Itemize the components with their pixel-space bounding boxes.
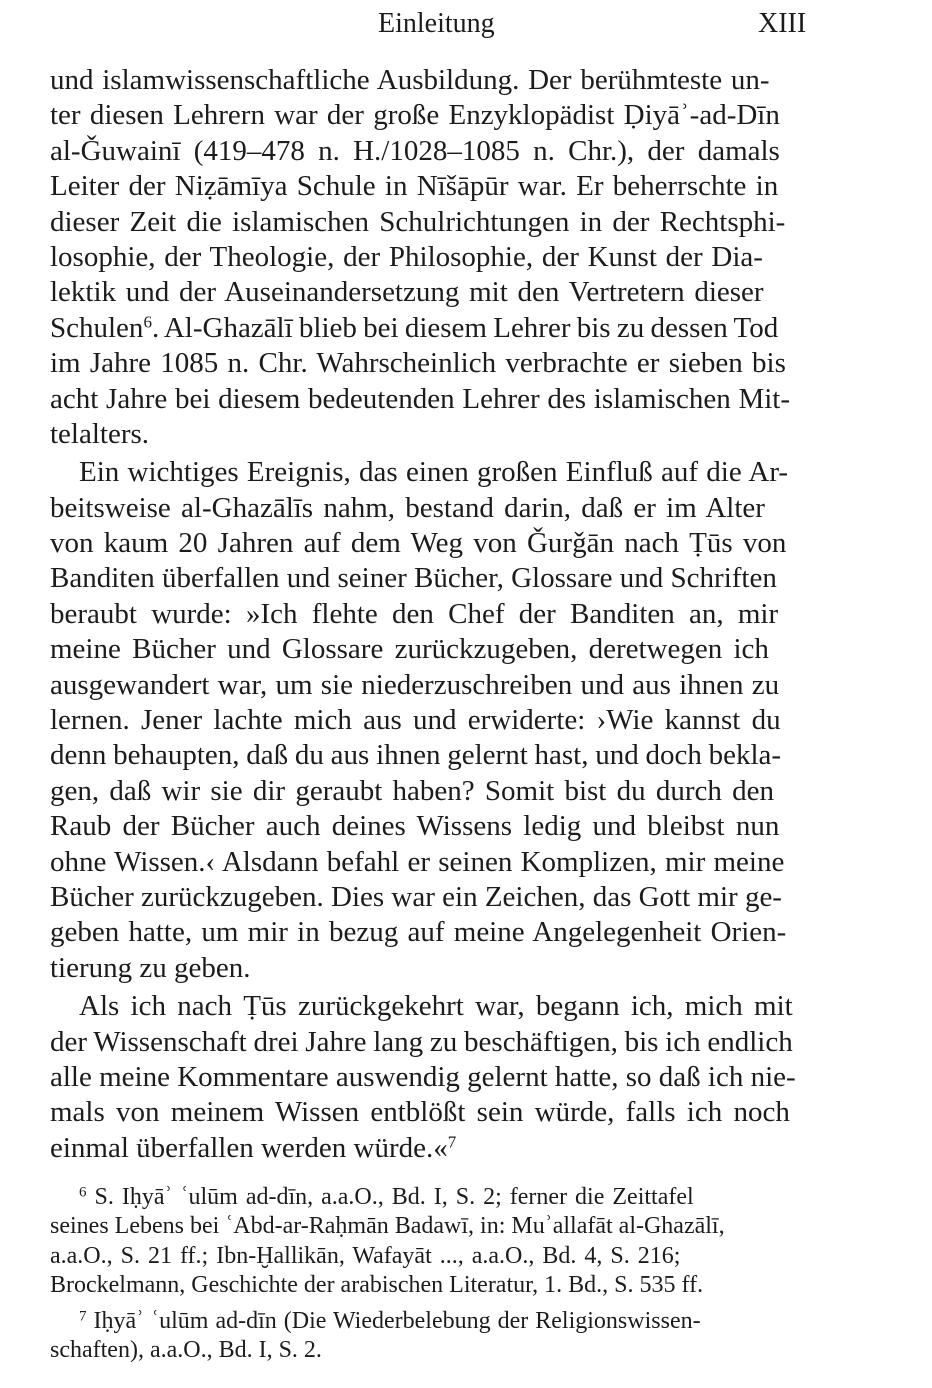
- text-line: Bücher zurückzugeben. Dies war ein Zeichen, das Gott mir ge-: [50, 880, 782, 913]
- footnote-text: Iḥyāʾ ʿulūm ad-dīn (Die Wiederbelebung der Religionswissen-: [93, 1307, 701, 1334]
- text-line: Ein wichtiges Ereignis, das einen großen Einfluß auf die Ar-: [79, 456, 789, 489]
- text-line: alle meine Kommentare auswendig gelernt hatte, so daß ich nie-: [50, 1060, 796, 1093]
- text-line: und islamwissenschaftliche Ausbildung. Der berühmteste un-: [50, 64, 770, 96]
- footnote-line: a.a.O., S. 21 ff.; Ibn-Ḫallikān, Wafayāt ..., a.a.O., Bd. 4, S. 216;: [50, 1242, 681, 1269]
- text-line: der Wissenschaft drei Jahre lang zu beschäftigen, bis ich endlich: [50, 1025, 793, 1058]
- footnote-number: 6: [79, 1184, 87, 1201]
- text-line: acht Jahre bei diesem bedeutenden Lehrer des islamischen Mit-: [50, 382, 791, 415]
- text-line: ter diesen Lehrern war der große Enzyklopädist Ḍiyāʾ-ad-Dīn: [50, 99, 780, 132]
- footnote-line: [50, 1183, 725, 1212]
- footnote-line: Brockelmann, Geschichte der arabischen Literatur, 1. Bd., S. 535 ff.: [50, 1272, 704, 1299]
- footnote-line: seines Lebens bei ʿAbd-ar-Raḥmān Badawī, in: Muʾallafāt al-Ghazālī,: [50, 1213, 725, 1240]
- footnotes: [50, 1183, 725, 1365]
- footnote-6: [50, 1183, 725, 1301]
- text-line: von kaum 20 Jahren auf dem Weg von Ǧurǧān nach Ṭūs von: [50, 527, 787, 560]
- text-line: losophie, der Theologie, der Philosophie, der Kunst der Dia-: [50, 240, 763, 273]
- footnote-number: 7: [79, 1308, 87, 1325]
- text-segment: Schulen: [50, 311, 144, 344]
- text-segment: . Al-Ghazālī blieb bei diesem Lehrer bis zu dessen Tod: [151, 311, 779, 344]
- text-line: telalters.: [50, 417, 150, 450]
- footnote-ref-6[interactable]: 6: [143, 312, 152, 332]
- running-header: [0, 6, 932, 42]
- text-line: tierung zu geben.: [50, 951, 251, 984]
- footnote-line: [50, 1307, 725, 1336]
- text-line: ohne Wissen.‹ Alsdann befahl er seinen Komplizen, mir meine: [50, 845, 785, 878]
- footnote-line: schaften), a.a.O., Bd. I, S. 2.: [50, 1336, 322, 1363]
- text-line: beraubt wurde: »Ich flehte den Chef der Banditen an, mir: [50, 597, 779, 630]
- footnote-ref-7[interactable]: 7: [447, 1132, 457, 1152]
- text-line: Banditen überfallen und seiner Bücher, Glossare und Schriften: [50, 562, 777, 595]
- text-line: Leiter der Niẓāmīya Schule in Nīšāpūr war. Er beherrschte in: [50, 170, 779, 203]
- text-line: dieser Zeit die islamischen Schulrichtungen in der Rechtsphi-: [50, 205, 786, 238]
- footnote-7: [50, 1307, 725, 1366]
- text-line: im Jahre 1085 n. Chr. Wahrscheinlich verbrachte er sieben bis: [50, 347, 786, 380]
- text-line: meine Bücher und Glossare zurückzugeben, deretwegen ich: [50, 633, 769, 666]
- text-line: gen, daß wir sie dir geraubt haben? Somit bist du durch den: [50, 774, 775, 807]
- text-line: al-Ǧuwainī (419–478 n. H./1028–1085 n. Chr.), der damals: [50, 134, 780, 167]
- text-line: Als ich nach Ṭūs zurückgekehrt war, begann ich, mich mit: [79, 990, 793, 1023]
- text-line: lernen. Jener lachte mich aus und erwiderte: ›Wie kannst du: [50, 704, 781, 737]
- footnote-text: S. Iḥyāʾ ʿulūm ad-dīn, a.a.O., Bd. I, S. 2; ferner die Zeittafel: [94, 1184, 694, 1210]
- text-line: mals von meinem Wissen entblößt sein würde, falls ich noch: [50, 1096, 790, 1129]
- paragraph-1: [50, 63, 796, 452]
- text-line: ausgewandert war, um sie niederzuschreiben und aus ihnen zu: [50, 668, 780, 701]
- page-number: XIII: [758, 8, 807, 39]
- paragraph-2: [50, 455, 796, 986]
- text-line: lektik und der Auseinandersetzung mit den Vertretern dieser: [50, 276, 764, 309]
- text-line: [50, 311, 796, 346]
- text-line: beitsweise al-Ghazālīs nahm, bestand darin, daß er im Alter: [50, 491, 765, 524]
- paragraph-3: [50, 989, 796, 1166]
- text-line: [50, 1131, 796, 1166]
- running-title: Einleitung: [378, 8, 495, 39]
- text-line: geben hatte, um mir in bezug auf meine Angelegenheit Orien-: [50, 916, 787, 949]
- text-line: denn behaupten, daß du aus ihnen gelernt hast, und doch bekla-: [50, 739, 782, 772]
- text-segment: einmal überfallen werden würde.«: [50, 1131, 448, 1164]
- main-text: [50, 63, 796, 1166]
- text-line: Raub der Bücher auch deines Wissens ledig und bleibst nun: [50, 810, 780, 843]
